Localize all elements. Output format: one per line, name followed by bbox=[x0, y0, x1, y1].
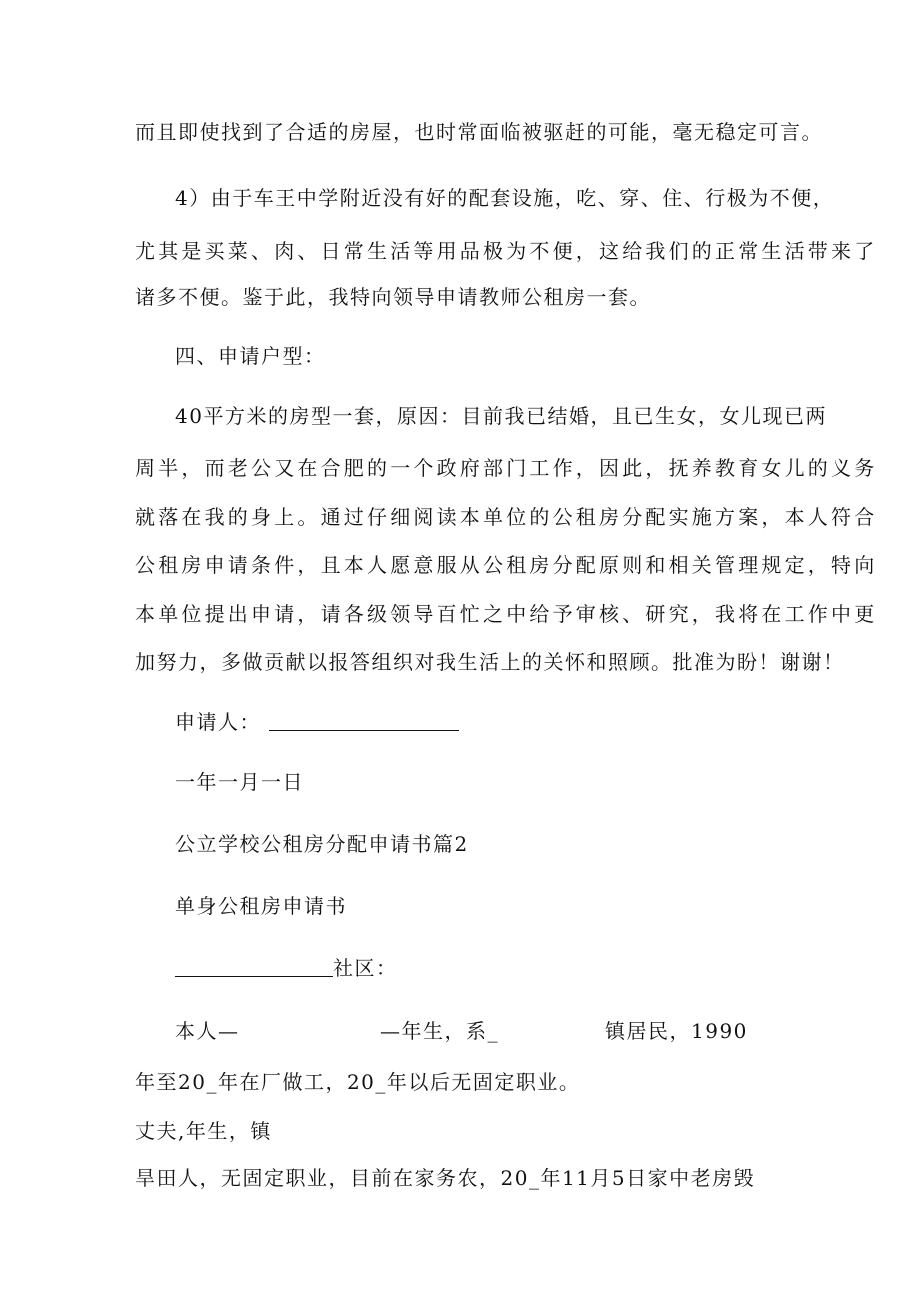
applicant-signature-line bbox=[175, 708, 459, 736]
applicant-label: 申请人： bbox=[175, 710, 261, 734]
paragraph-line-2b: 尤其是买菜、肉、日常生活等用品极为不便，这给我们的正常生活带来了 bbox=[135, 239, 878, 263]
husband-line: 丈夫,年生，镇 bbox=[135, 1119, 272, 1143]
community-line bbox=[175, 954, 398, 982]
paragraph-line-3e: 本单位提出申请，请各级领导百忙之中给予审核、研究，我将在工作中更 bbox=[135, 602, 878, 626]
paragraph-line-3a: 40平方米的房型一套，原因：目前我已结婚，且已生女，女儿现已两 bbox=[175, 404, 827, 428]
paragraph-line-1: 而且即使找到了合适的房屋，也时常面临被驱赶的可能，毫无稳定可言。 bbox=[135, 120, 823, 144]
intro-part-3: 镇居民，1990 bbox=[605, 1019, 748, 1043]
work-history-line: 年至20_年在厂做工，20_年以后无固定职业。 bbox=[135, 1070, 581, 1094]
paragraph-line-3f: 加努力，多做贡献以报答组织对我生活上的关怀和照顾。批准为盼！谢谢！ bbox=[135, 650, 845, 674]
intro-part-1: 本人— bbox=[175, 1019, 240, 1043]
final-line: 旱田人，无固定职业，目前在家务农，20_年11月5日家中老房毁 bbox=[135, 1166, 756, 1190]
community-label: 社区： bbox=[333, 956, 398, 980]
paragraph-line-3c: 就落在我的身上。通过仔细阅读本单位的公租房分配实施方案，本人符合 bbox=[135, 505, 878, 529]
section-title: 公立学校公租房分配申请书篇2 bbox=[175, 832, 469, 856]
document-title: 单身公租房申请书 bbox=[175, 894, 347, 918]
section-heading-4: 四、申请户型： bbox=[175, 344, 326, 368]
paragraph-line-3d: 公租房申请条件，且本人愿意服从公租房分配原则和相关管理规定，特向 bbox=[135, 553, 878, 577]
applicant-blank[interactable] bbox=[269, 710, 459, 731]
paragraph-line-3b: 周半，而老公又在合肥的一个政府部门工作，因此，抚养教育女儿的义务 bbox=[135, 456, 878, 480]
community-blank[interactable] bbox=[175, 956, 333, 977]
date-line: 一年一月一日 bbox=[175, 770, 304, 794]
paragraph-line-2a: 4）由于车王中学附近没有好的配套设施，吃、穿、住、行极为不便， bbox=[175, 186, 835, 210]
intro-part-2: —年生，系_ bbox=[380, 1019, 499, 1043]
paragraph-line-2c: 诸多不便。鉴于此，我特向领导申请教师公租房一套。 bbox=[135, 285, 651, 309]
